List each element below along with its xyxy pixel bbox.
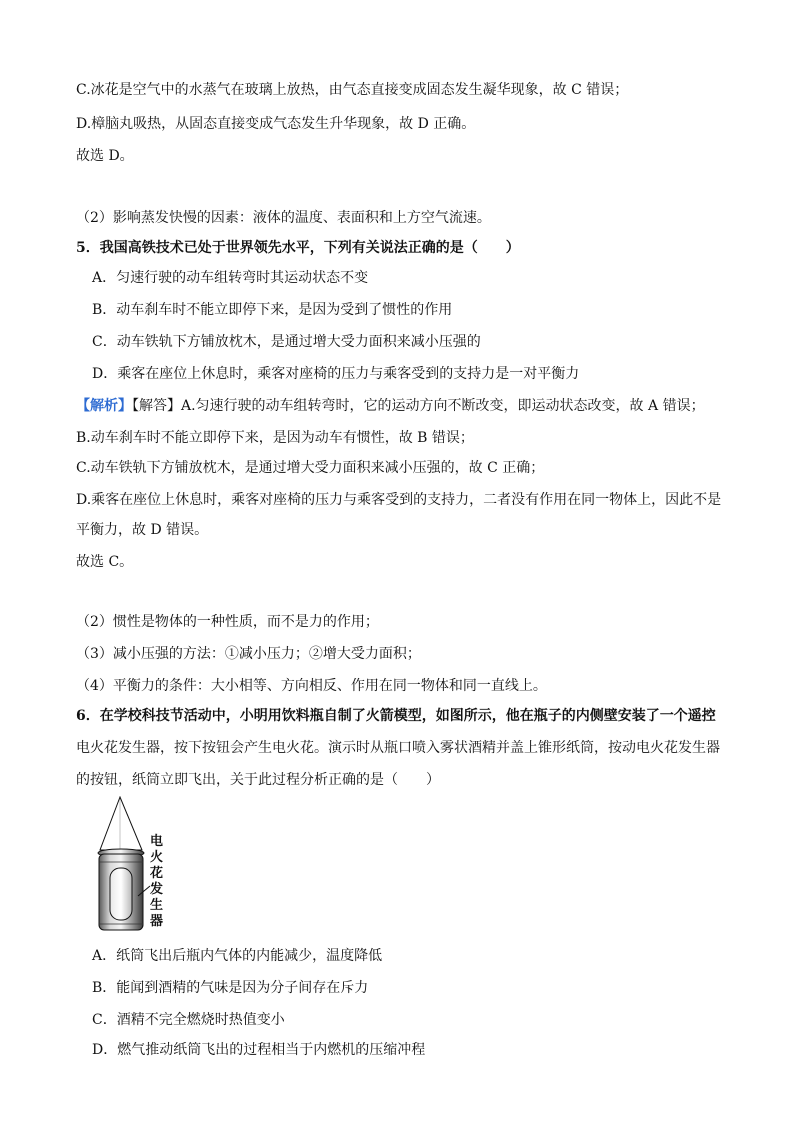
text-line: （3）减小压强的方法：①减小压力；②增大受力面积；	[76, 646, 421, 662]
option-d: D．乘客在座位上休息时，乘客对座椅的压力与乘客受到的支持力是一对平衡力	[92, 366, 580, 382]
text-line: （2）影响蒸发快慢的因素：液体的温度、表面积和上方空气流速。	[76, 210, 491, 226]
text-line: 的按钮，纸筒立即飞出，关于此过程分析正确的是（ ）	[76, 772, 440, 788]
text-line: B.动车刹车时不能立即停下来，是因为动车有惯性，故 B 错误；	[76, 430, 474, 446]
question-5-stem: 5．我国高铁技术已处于世界领先水平，下列有关说法正确的是（ ）	[76, 240, 520, 256]
text-line: C.冰花是空气中的水蒸气在玻璃上放热，由气态直接变成固态发生凝华现象，故 C 错误；	[76, 82, 629, 98]
option-c: C．酒精不完全燃烧时热值变小	[92, 1012, 285, 1028]
question-6-stem: 6．在学校科技节活动中，小明用饮料瓶自制了火箭模型，如图所示，他在瓶子的内侧壁安装了一个遥控	[76, 708, 716, 724]
analysis-tag: 【解析】	[76, 398, 132, 414]
text-line: D.乘客在座位上休息时，乘客对座椅的压力与乘客受到的支持力，二者没有作用在同一物体上，因此不是	[76, 492, 722, 508]
text-line: 故选 D。	[76, 148, 134, 164]
rocket-bottle-illustration	[92, 796, 180, 938]
text-line: 平衡力，故 D 错误。	[76, 522, 209, 538]
text-line: C.动车铁轨下方铺放枕木，是通过增大受力面积来减小压强的，故 C 正确；	[76, 460, 545, 476]
option-c: C．动车铁轨下方铺放枕木，是通过增大受力面积来减小压强的	[92, 334, 481, 350]
text-line: D.樟脑丸吸热，从固态直接变成气态发生升华现象，故 D 正确。	[76, 116, 476, 132]
rocket-bottle-figure	[92, 796, 180, 938]
option-b: B．能闻到酒精的气味是因为分子间存在斥力	[92, 980, 369, 996]
figure-label: 电火花发生器	[150, 834, 164, 929]
option-d: D．燃气推动纸筒飞出的过程相当于内燃机的压缩冲程	[92, 1042, 426, 1058]
text-line: 故选 C。	[76, 554, 134, 570]
option-a: A．纸筒飞出后瓶内气体的内能减少，温度降低	[92, 948, 383, 964]
analysis-text: 【解答】A.匀速行驶的动车组转弯时，它的运动方向不断改变，即运动状态改变，故 A 错误；	[132, 398, 705, 414]
analysis-line	[76, 396, 705, 416]
text-line: 电火花发生器，按下按钮会产生电火花。演示时从瓶口喷入雾状酒精并盖上锥形纸筒，按动电火花发生器	[76, 740, 720, 756]
option-b: B．动车刹车时不能立即停下来，是因为受到了惯性的作用	[92, 302, 453, 318]
option-a: A．匀速行驶的动车组转弯时其运动状态不变	[92, 270, 369, 286]
text-line: （4）平衡力的条件：大小相等、方向相反、作用在同一物体和同一直线上。	[76, 678, 547, 694]
text-line: （2）惯性是物体的一种性质，而不是力的作用；	[76, 614, 379, 630]
